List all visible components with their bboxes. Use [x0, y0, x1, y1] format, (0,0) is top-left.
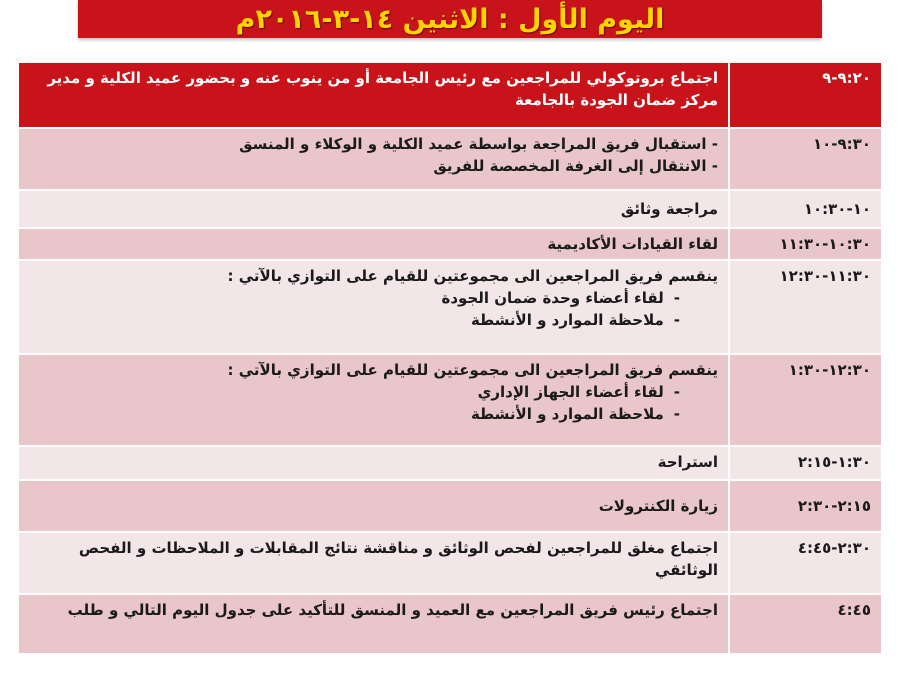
activity-text: استراحة [657, 453, 718, 471]
table-row [18, 446, 882, 480]
table-row [18, 532, 882, 594]
time-cell: ٩:٢٠-٩ [729, 62, 882, 128]
activity-cell [18, 128, 729, 190]
table-row [18, 228, 882, 260]
activity-text: مراجعة وثائق [620, 200, 718, 218]
schedule-table [17, 61, 883, 655]
activity-cell [18, 594, 729, 654]
title-bar [78, 0, 822, 38]
table-row [18, 594, 882, 654]
activity-text: لقاء القيادات الأكاديمية [547, 235, 718, 253]
sublist-item: - ملاحظة الموارد و الأنشطة [29, 309, 680, 331]
activity-text: اجتماع رئيس فريق المراجعين مع العميد و المنسق للتأكيد على جدول اليوم التالي و طلب [67, 601, 718, 619]
activity-cell [18, 446, 729, 480]
table-row [18, 62, 882, 128]
time-cell: ١٠-١٠:٣٠ [729, 190, 882, 228]
table-row [18, 480, 882, 532]
activity-sublist [29, 287, 718, 331]
activity-text: اجتماع بروتوكولي للمراجعين مع رئيس الجامعة أو من ينوب عنه و بحضور عميد الكلية و مدير مركز ضمان الجودة بالجامعة [47, 69, 718, 109]
time-cell: ١:٣٠-٢:١٥ [729, 446, 882, 480]
time-cell: ١١:٣٠-١٢:٣٠ [729, 260, 882, 354]
sublist-item: - لقاء أعضاء الجهاز الإداري [29, 381, 680, 403]
activity-text: - استقبال فريق المراجعة بواسطة عميد الكلية و الوكلاء و المنسق [239, 135, 718, 153]
time-cell: ١٠:٣٠-١١:٣٠ [729, 228, 882, 260]
table-row [18, 190, 882, 228]
table-row [18, 128, 882, 190]
activity-text: - الانتقال إلى الغرفة المخصصة للفريق [433, 157, 718, 175]
sublist-item: - ملاحظة الموارد و الأنشطة [29, 403, 680, 425]
time-cell: ٢:٣٠-٤:٤٥ [729, 532, 882, 594]
activity-text: ينقسم فريق المراجعين الى مجموعتين للقيام على التوازي بالآتي : [227, 267, 718, 285]
activity-cell [18, 260, 729, 354]
sublist-item: - لقاء أعضاء وحدة ضمان الجودة [29, 287, 680, 309]
activity-text: ينقسم فريق المراجعين الى مجموعتين للقيام على التوازي بالآتي : [227, 361, 718, 379]
activity-cell [18, 228, 729, 260]
activity-cell [18, 532, 729, 594]
time-cell: ٩:٣٠-١٠ [729, 128, 882, 190]
activity-cell [18, 62, 729, 128]
page-title: اليوم الأول : الاثنين ١٤-٣-٢٠١٦م [235, 3, 665, 35]
time-cell: ١٢:٣٠-١:٣٠ [729, 354, 882, 446]
activity-text: اجتماع مغلق للمراجعين لفحص الوثائق و مناقشة نتائج المقابلات و الملاحظات و الفحص الوثائقي [78, 539, 718, 579]
activity-cell [18, 190, 729, 228]
activity-sublist [29, 381, 718, 425]
time-cell: ٢:١٥-٢:٣٠ [729, 480, 882, 532]
activity-cell [18, 480, 729, 532]
activity-text: زيارة الكنترولات [598, 497, 718, 515]
table-row [18, 354, 882, 446]
table-row [18, 260, 882, 354]
time-cell: ٤:٤٥ [729, 594, 882, 654]
activity-cell [18, 354, 729, 446]
